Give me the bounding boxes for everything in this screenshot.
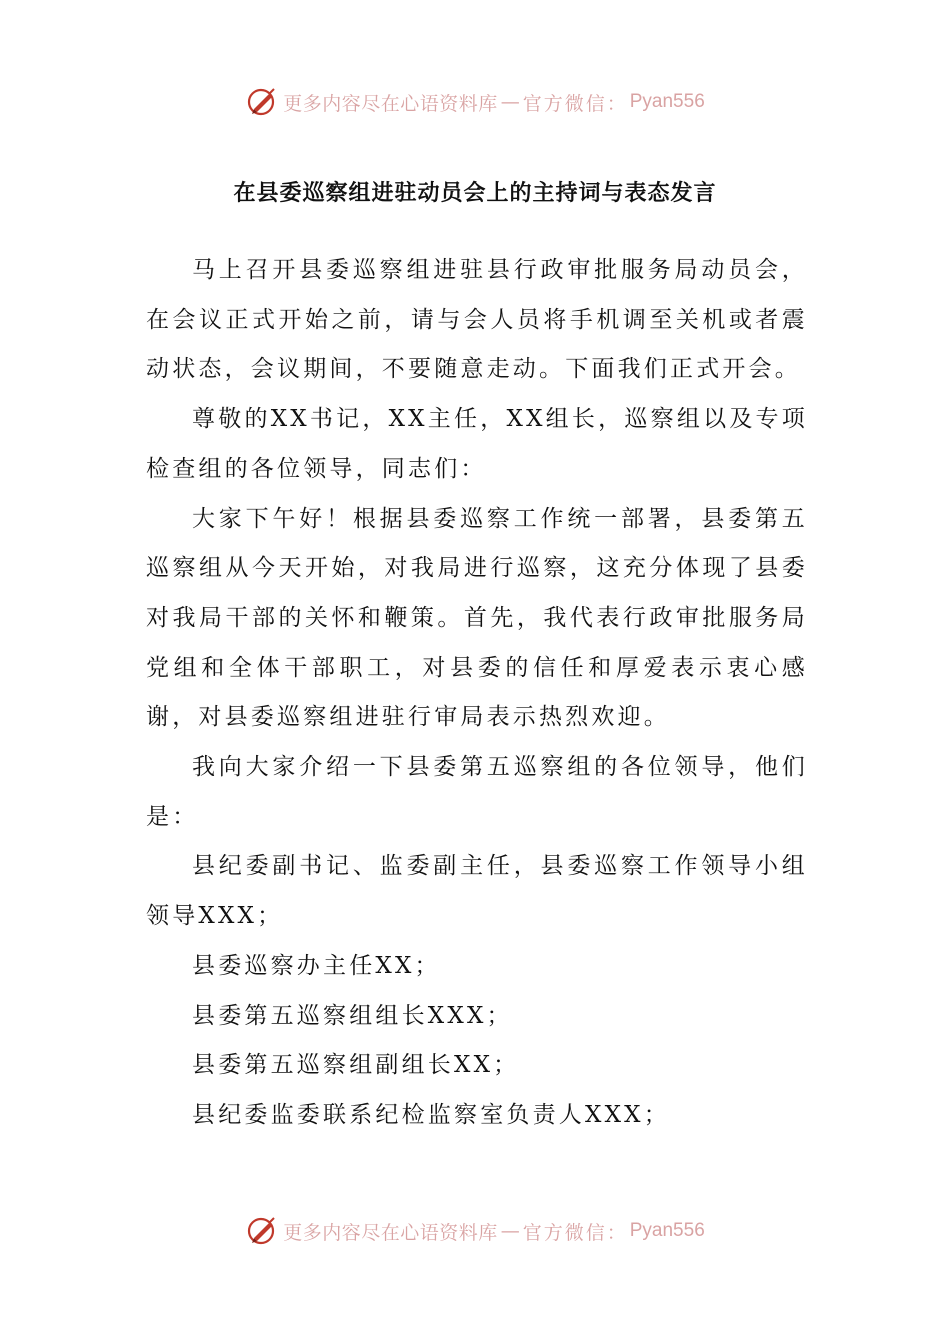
footer-separator: —	[500, 1220, 520, 1242]
header-separator: —	[500, 91, 520, 113]
paragraph-leader-1: 县纪委副书记、监委副主任，县委巡察工作领导小组领导XXX；	[146, 853, 808, 930]
footer-wechat-id: Pyan556	[629, 1220, 705, 1241]
footer-contact-label: 官方微信：	[522, 1221, 628, 1244]
paragraph-introduction: 我向大家介绍一下县委第五巡察组的各位领导，他们是：	[146, 754, 808, 830]
document-body	[146, 246, 808, 1141]
paragraph-leader-2: 县委巡察办主任XX；	[192, 952, 441, 979]
paragraph-welcome: 大家下午好！根据县委巡察工作统一部署，县委第五巡察组从今天开始，对我局进行巡察，这充分体现了县委对我局干部的关怀和鞭策。首先，我代表行政审批服务局党组和全体干部职工，对县委的信任和厚爱表示衷心感谢，对县委巡察组进驻行审局表示热烈欢迎。	[146, 505, 808, 731]
header-brand-text: 更多内容尽在心语资料库	[283, 92, 498, 115]
document-title: 在县委巡察组进驻动员会上的主持词与表态发言	[233, 181, 717, 206]
footer-brand-text: 更多内容尽在心语资料库	[283, 1221, 498, 1244]
paragraph-leader-5: 县纪委监委联系纪检监察室负责人XXX；	[192, 1101, 670, 1128]
pen-logo-icon	[245, 1214, 279, 1248]
header-contact-label: 官方微信：	[522, 92, 628, 115]
footer-banner	[0, 1211, 950, 1251]
paragraph-salutation: 尊敬的XX书记，XX主任，XX组长，巡察组以及专项检查组的各位领导，同志们：	[146, 406, 808, 482]
header-wechat-id: Pyan556	[629, 91, 705, 112]
pen-logo-icon	[245, 85, 279, 119]
paragraph-leader-4: 县委第五巡察组副组长XX；	[192, 1052, 520, 1079]
paragraph-opening: 马上召开县委巡察组进驻县行政审批服务局动员会，在会议正式开始之前，请与会人员将手机调至关机或者震动状态，会议期间，不要随意走动。下面我们正式开会。	[146, 257, 808, 383]
header-banner	[0, 82, 950, 122]
paragraph-leader-3: 县委第五巡察组组长XXX；	[192, 1002, 513, 1029]
